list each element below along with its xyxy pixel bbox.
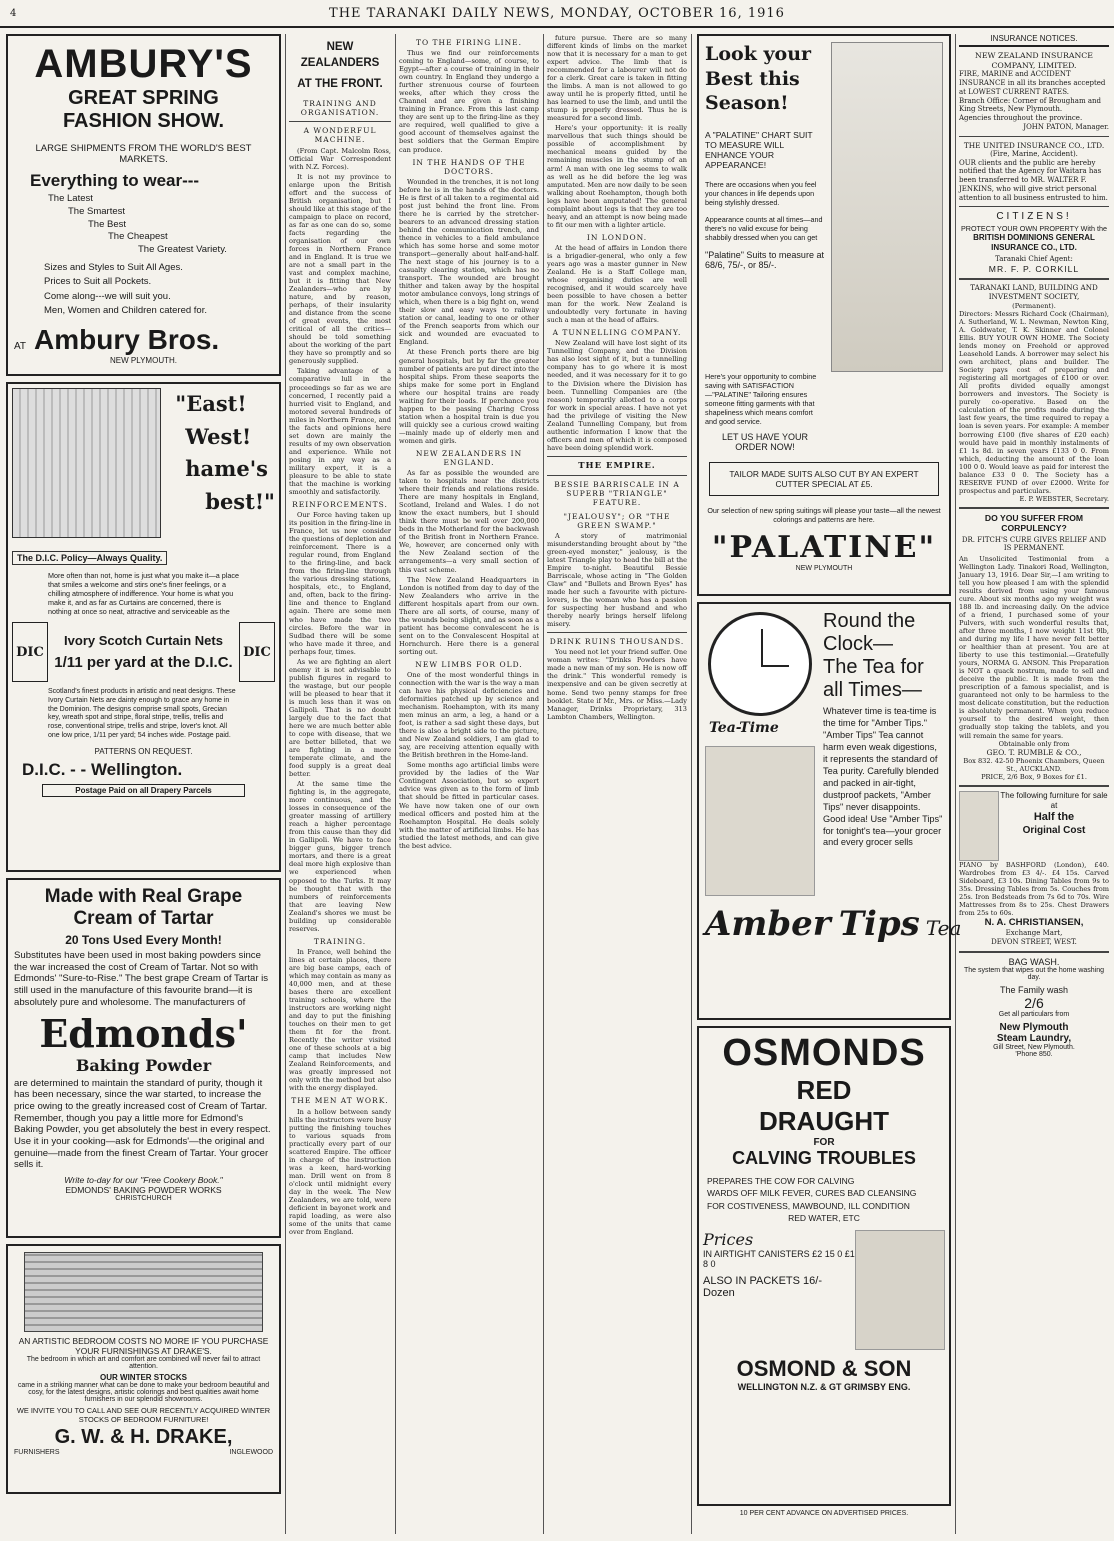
- article-paragraph: A story of matrimonial misunderstanding brought about by "the green-eyed monster," jealousy, is the latest Triangle play to head the bill at the Empire to-night. Beautiful Bessie Barriscale, whose acting in "The Golden Claw" and "Bullets and Brown Eyes" has made her such a favourite with picture-lovers, is the woman who has a passion for suspecting her husband and who thereby nearly brings herself lifelong misery.: [547, 531, 687, 629]
- dic-price: 1/11 per yard at the D.I.C.: [54, 654, 233, 671]
- christiansen-head: [999, 791, 1109, 861]
- article-subhead: TO THE FIRING LINE.: [415, 38, 522, 47]
- article-paragraph: As far as possible the wounded are taken to hospitals near the districts where their friends and relations reside. There are many hospitals in England, Scotland, Ireland and Wales. I do not know the exact numbers, but I should think there must be well over 200,000 beds in the Motherland for the backwash of the British front in Northern France. We, however, are concerned only with the New Zealand section of the arrangements—a very small section of this vast scheme.: [399, 469, 539, 574]
- laundry-name1: New Plymouth: [999, 1021, 1069, 1033]
- palatine-order: LET US HAVE YOUR ORDER NOW!: [721, 432, 809, 452]
- palatine-look-line: Best this: [705, 67, 800, 90]
- dic-product-row: [12, 622, 275, 682]
- nz-insurance: [959, 51, 1109, 132]
- dic-body: More often than not, home is just what you make it—a place that smiles a welcome and stirs one's finer feelings, or a chilling atmosphere of indifference. Your home is what you make it, and as far as Curtains are concerned, there is nothing at once so neat, attractive and serviceable as the: [48, 571, 239, 616]
- citizens-agent-label: Taranaki Chief Agent:: [995, 254, 1073, 263]
- dic-patterns: PATTERNS ON REQUEST.: [94, 746, 193, 756]
- christiansen-top: [959, 791, 1109, 861]
- column-rule: [955, 34, 956, 1534]
- clock-icon: [708, 612, 812, 716]
- citizens-company: BRITISH DOMINIONS GENERAL INSURANCE CO., LTD.: [973, 232, 1095, 252]
- dic-ad: [6, 382, 281, 872]
- article-paragraph: Our Force having taken up its position in the firing-line in France, let us now consider the questions of depletion and reinforcement. There is a regular round, from England to the firing-line, and back from the firing-line through the various dressing stations, hospitals, etc., to England, and, often, back to the firing-line and thence to England again. There are some men who have made the two circles. Before the war in Sudbad there will be some who have made it three, and perhaps four, times.: [289, 511, 391, 656]
- drake-footer: [14, 1449, 273, 1456]
- dic-policy: The D.I.C. Policy—Always Quality.: [12, 551, 167, 565]
- curtain-window-image: [12, 388, 161, 538]
- osmond-name: OSMONDS: [722, 1032, 926, 1074]
- article-column-2: [399, 34, 539, 1534]
- tea-left: [705, 610, 815, 896]
- ambury-list: [14, 193, 273, 257]
- article-paragraph: Wounded in the trenches, it is not long before he is in the hands of the doctors. He is first of all taken to a regimental aid post just behind the front line. From there he is carried by the stretcher-bearers to an advanced dressing station behind the communication trench, and thence in vehicles to a field ambulance which has some horse and some motor transport—generally about half-and-half. The next stage of his journey is to a casualty clearing station, which has no transport. The wounded are brought thither and taken away by the hospital motor ambulance convoys, long strings of which, when there is a big fight on, wend their slow and easy ways to railway station or canal, leading to one or other of the French seaports from which our sick and wounded are evacuated to England.: [399, 177, 539, 347]
- tea-right: [815, 610, 943, 896]
- tea-brand-tips: Tips: [838, 904, 920, 944]
- article-subhead: IN LONDON.: [586, 232, 648, 242]
- palatine-look-line: Look your: [705, 43, 812, 65]
- laundry-ad: [959, 957, 1109, 1058]
- dic-header: [12, 388, 275, 546]
- palatine-name: "PALATINE": [711, 530, 937, 565]
- article-paragraph: It is not my province to enlarge upon the British effort and the success of British organisation, but I should like at this stage of the campaign to place on record, as far as one can do so, some facts regarding the organisation of our own forces in Northern France and in England. It is true we are not a small part in the vast and complex machine, but it is fitting that New Zealanders—who are by nature, and by reason, perhaps, of their insularity and distance from the scene of great events, the most critical of all the critics—should be told something about the working of the part they have so promptly and so generously supplied.: [289, 172, 391, 366]
- edmonds-write: Write to-day for our "Free Cookery Book.": [64, 1175, 223, 1186]
- tea-headline-line: all Times—: [823, 679, 922, 701]
- laundry-phone: 'Phone 850.: [1015, 1050, 1053, 1058]
- article-paragraph: Thus we find our reinforcements coming to England—some, of course, to Egypt—after a course of training in their own country. In England they undergo a further strenuous course of fourteen weeks, after which they cross the Channel and are given a finishing training in France. From this last camp they are sent up to the firing-line as they are required, well qualified to give a good account of themselves against the best soldiers that the German Empire can produce.: [399, 49, 539, 154]
- ad-column-middle: [697, 34, 962, 1534]
- tea-headline-line: Round the: [823, 610, 916, 632]
- osmond-lines: [707, 1175, 941, 1224]
- osmond-footer: 10 PER CENT ADVANCE ON ADVERTISED PRICES.: [739, 1510, 909, 1517]
- drake-town: INGLEWOOD: [229, 1449, 273, 1456]
- masthead: [0, 0, 1114, 28]
- ambury-name: AMBURY'S: [34, 42, 253, 86]
- united-insurance: [959, 141, 1109, 203]
- citizens-head: CITIZENS!: [996, 211, 1072, 223]
- ambury-everything: Everything to wear---: [30, 171, 200, 190]
- edmonds-head1: Made with Real Grape: [44, 886, 243, 907]
- osmond-draught: DRAUGHT: [759, 1106, 889, 1136]
- tea-headline: [823, 610, 943, 702]
- newspaper-title: THE TARANAKI DAILY NEWS, MONDAY, OCTOBER 16, 1916: [329, 5, 785, 21]
- edmonds-name: Edmonds': [39, 1010, 248, 1056]
- christiansen-head2: Half the: [1033, 810, 1075, 823]
- article-subhead: A TUNNELLING COMPANY.: [552, 328, 682, 338]
- christiansen-mart: Exchange Mart,: [1005, 929, 1063, 938]
- article-paragraph: At the head of affairs in London there is a brigadier-general, who only a few years ago was a master gunner in New Zealand. He is a Staff College man, whose organising duties are well recognised, and it would scarcely have been possible to have chosen a better man for the work. New Zealand is undoubtedly very fortunate in having such a man at the head of affairs.: [547, 243, 687, 325]
- drake-furnishers: FURNISHERS: [14, 1449, 60, 1456]
- land-sub: (Permanent).: [1012, 302, 1056, 311]
- packet-image: [855, 1230, 945, 1350]
- dic-slogan-line: "East!: [175, 391, 247, 416]
- article-subhead: NEW ZEALANDERS IN ENGLAND.: [415, 448, 523, 467]
- laundry-address: Gill Street, New Plymouth.: [993, 1043, 1075, 1051]
- palatine-paragraph: Appearance counts at all times—and there's no valid excuse for being shabbily dressed when you can get: [705, 215, 823, 243]
- palatine-price: "Palatine" Suits to measure at 68/6, 75/-, or 85/-.: [705, 250, 824, 271]
- palatine-paragraph: Here's your opportunity to combine saving with SATISFACTION—"PALATINE" Tailoring ensures someone fitting garments with that shapeliness which means comfort and good service.: [705, 372, 817, 426]
- osmond-line: FOR COSTIVENESS, MAWBOUND, ILL CONDITION: [707, 1200, 910, 1211]
- osmond-line: PREPARES THE COW FOR CALVING: [707, 1176, 855, 1186]
- edmonds-city: CHRISTCHURCH: [115, 1195, 172, 1203]
- fitch-address: Box 832. 42-50 Phoenix Chambers, Queen St., AUCKLAND.: [963, 756, 1105, 773]
- fitch-heading: DR. FITCH'S CURE GIVES RELIEF AND IS PERMANENT.: [961, 535, 1107, 553]
- tea-brand-amber: Amber: [705, 904, 831, 944]
- ambury-town: NEW PLYMOUTH.: [110, 356, 177, 366]
- tea-brand-tea: Tea: [925, 916, 962, 940]
- christiansen-items: PIANO by BASHFORD (London), £40. Wardrobes from £3 4/-. £4 15s. Carved Sideboard, £3 10s. Dining Tables from 9s to 35s. Dressing Tables from 5s. Couches from 25s. Iron Bedsteads from 7s 6d to 70s. Wire Mattresses from 8s to 25s. Chest Drawers from 25s to 60s.: [959, 860, 1109, 918]
- osmond-line: WARDS OFF MILK FEVER, CURES BAD CLEANSING: [707, 1188, 917, 1199]
- ambury-list-item: The Cheapest: [108, 231, 168, 243]
- column-rule: [691, 34, 692, 1534]
- article-title-2: AT THE FRONT.: [297, 78, 383, 91]
- tea-headline-line: The Tea for: [823, 656, 924, 678]
- palatine-text: [705, 42, 825, 372]
- article-subhead-1: TRAINING AND ORGANISATION.: [300, 99, 380, 118]
- land-heading: TARANAKI LAND, BUILDING AND INVESTMENT SOCIETY,: [970, 283, 1098, 302]
- ambury-ad: [6, 34, 281, 376]
- land-society: [959, 284, 1109, 502]
- edmonds-tons: 20 Tons Used Every Month!: [65, 933, 222, 947]
- laundry-head: BAG WASH.: [1008, 956, 1060, 967]
- article-subhead: TRAINING.: [313, 936, 367, 946]
- ambury-list-item: The Smartest: [68, 205, 126, 217]
- edmonds-ad: [6, 878, 281, 1238]
- land-body: Directors: Messrs Richard Cock (Chairman), A. Sutherland, W. L. Newman, Newton King, A. Goldwater, T. K. Skinner and Colonel Ellis. BUY YOUR OWN HOME. The Society lends money on Freehold or approved Leasehold Lands. A borrower may select his own architect, plans and builder. The Society pays cost of preparing and registering all mortgages of £100 or over. All profits divided equally amongst borrowers and investors. The Society is purely co-operative. Based on the calculation of the profits made during the last few years, the time required to repay a loan is seven years. For example: A member borrowing £100 (five shares of £20 each) would have paid in monthly instalments of £1 1s 8d. in seven years £133 0 0. From which, deducting the amount of the loan 100 0 0. Would leave as paid for interest the balance £33 0 0. The Society has a RESERVE FUND of over £2000. Write for prospectus and particulars.: [959, 310, 1109, 495]
- edmonds-works: EDMONDS' BAKING POWDER WORKS: [65, 1185, 222, 1196]
- ambury-sign: [14, 324, 273, 356]
- nz-insurance-branch: Branch Office: Corner of Brougham and King Streets, New Plymouth.: [959, 96, 1101, 114]
- osmond-prices-label: Prices: [703, 1230, 754, 1250]
- ambury-shipments: LARGE SHIPMENTS FROM THE WORLD'S BEST MARKETS.: [35, 143, 252, 165]
- dic-product-name: Ivory Scotch Curtain Nets: [64, 633, 223, 648]
- palatine-top: [705, 42, 943, 372]
- ambury-list-item: The Latest: [48, 193, 93, 204]
- article-paragraph: In France, well behind the lines at certain places, there are big base camps, each of which may contain as many as 40,000 men, and at these bases there are excellent training schools, where the instructors are working night and day to put the finishing touches on their men to get them fit for the front. Recently the writer visited one of these schools at a big camp that includes New Zealand Reinforcements, and was greatly impressed not only with the method but also with the energy displayed.: [289, 947, 391, 1093]
- drake-winter: OUR WINTER STOCKS: [100, 1373, 187, 1382]
- dic-product: [48, 633, 239, 671]
- dic-slogan-line: best!": [205, 488, 275, 514]
- mattress-image: [24, 1252, 263, 1332]
- drink-heading: DRINK RUINS THOUSANDS.: [549, 637, 685, 647]
- united-insurance-name: THE UNITED INSURANCE CO., LTD.: [963, 140, 1105, 150]
- laundry-price: 2/6: [1024, 994, 1044, 1011]
- fitch-agent: GEO. T. RUMBLE & CO.,: [986, 747, 1082, 757]
- land-secretary: E. P. WEBSTER, Secretary.: [1019, 494, 1109, 503]
- dic-badge-left: DIC: [12, 622, 48, 682]
- drake-invite: WE INVITE YOU TO CALL AND SEE OUR RECENTLY ACQUIRED WINTER STOCKS OF BEDROOM FURNITURE!: [16, 1406, 271, 1424]
- laundry-family: The Family wash: [999, 984, 1069, 995]
- citizens-agent-name: MR. F. P. CORKILL: [988, 263, 1080, 274]
- notices-column: [959, 34, 1109, 1534]
- column-rule: [543, 34, 544, 1534]
- osmond-calving: CALVING TROUBLES: [732, 1148, 916, 1168]
- fitch-price: PRICE, 2/6 Box, 9 Boxes for £1.: [981, 772, 1087, 781]
- nz-insurance-agents: Agencies throughout the province.: [959, 114, 1083, 123]
- edmonds-body2: are determined to maintain the standard of purity, though it has been necessary, since the war started, to increase the price owing to the greatly increased cost of Cream of Tartar. Remember, though you pay a little more for Edmond's Baking Powder, you get absolutely the best in every respect. Use it in your cooking—ask for Edmonds'—the original and genuine—made from the finest Cream of Tartar. Your grocer sells it.: [14, 1077, 271, 1171]
- palatine-ad: [697, 34, 951, 596]
- dic-slogan-line: West!: [185, 423, 252, 449]
- palatine-look: [705, 42, 825, 116]
- dic-postage: Postage Paid on all Drapery Parcels: [42, 784, 245, 797]
- palatine-tailor: TAILOR MADE SUITS ALSO CUT BY AN EXPERT CUTTER SPECIAL AT £5.: [709, 462, 939, 496]
- column-rule: [285, 34, 286, 1534]
- article-subhead: REINFORCEMENTS.: [292, 499, 388, 509]
- tea-brand: [705, 904, 962, 944]
- article-paragraph: New Zealand will have lost sight of its Tunnelling Company, and the Division has also lost sight of it, but a tunnelling company has to go where it is most needed, and it was necessary for it to go to the Division where the Division has been. Tunnelling Companies are (the reason) temporarily allotted to a corps for work in special areas. I have not yet had the privilege of visiting the New Zealand Tunnelling Company, but from authentic information I know that the officers and men of which it is composed have been doing splendid work.: [547, 339, 687, 452]
- united-insurance-sub: (Fire, Marine, Accident).: [990, 149, 1078, 158]
- ambury-list-item: The Best: [88, 218, 127, 230]
- article-subhead: NEW LIMBS FOR OLD.: [415, 659, 523, 669]
- osmond-ad: [697, 1026, 951, 1506]
- drake-sub: The bedroom in which art and comfort are combined will never fail to attract attention.: [26, 1356, 261, 1370]
- article-paragraph: future pursue. There are so many different kinds of limbs on the market now that it is necessary for a man to get expert advice. The limb that is recommended for a labourer will not do for a clerk. Great care is taken in fitting the limbs. A man is not allowed to go away until he is properly fitted, until he has learned to use the limb, and until the stump is properly dressed. Thus he is measured for a second limb.: [547, 34, 687, 123]
- palatine-selection: Our selection of new spring suitings will please your taste—all the newest colorings and patterns are here.: [707, 506, 941, 524]
- dic-slogan: [161, 388, 275, 546]
- article-subhead-2: A WONDERFUL MACHINE.: [303, 126, 377, 145]
- osmond-for: FOR: [813, 1137, 835, 1148]
- dic-description: Scotland's finest products in artistic and neat designs. These Ivory Curtain Nets are dainty enough to grace any home in the Dominion. The designs comprise small spots, Grecian key, wreath spot and stripe, floral stripe, trellis, trellis and rose, conventional stripe, trellis and stripe, lover's knot. All one low price, 1/11 per yard; 54 inches wide. Postage paid.: [48, 688, 236, 739]
- article-column-3: [547, 34, 687, 1534]
- man-reading-image: [705, 746, 815, 896]
- article-byline: (From Capt. Malcolm Ross, Official War Correspondent with N.Z. Forces).: [289, 146, 391, 171]
- nz-insurance-manager: JOHN PATON, Manager.: [1023, 122, 1109, 131]
- palatine-paragraph: There are occasions when you feel your chances in life depends upon being stylishly dressed.: [705, 180, 817, 208]
- citizens-ad: [959, 211, 1109, 274]
- empire-subhead: "JEALOUSY"; OR "THE GREEN SWAMP.": [563, 511, 671, 530]
- article-subhead: THE MEN AT WORK.: [291, 1096, 389, 1106]
- amber-tips-ad: [697, 602, 962, 1020]
- column-rule: [395, 34, 396, 1534]
- edmonds-head2: Cream of Tartar: [73, 908, 214, 929]
- dic-sign: D.I.C. - - Wellington.: [22, 759, 183, 779]
- osmond-red: RED: [796, 1075, 852, 1105]
- article-paragraph: At the same time the fighting is, in the aggregate, more continuous, and the losses in consequence of the greater massing of artillery reach a higher percentage from this cause than they did in Gallipoli. We have to face bigger guns, bigger trench mortars, and there is a great deal more high explosive than we experienced when opposed to the Turks. It may be thought that with the numbers of reinforcements that are leaving New Zealand's shores we must be building up considerable reserves.: [289, 780, 391, 933]
- ambury-head1: GREAT SPRING: [68, 87, 219, 109]
- ambury-prices: Prices to Suit all Pockets.: [44, 276, 152, 288]
- article-paragraph: One of the most wonderful things in connection with the war is the way a man can have his physical deficiencies and deformities patched up by science and mechanism. Roehampton, with its many men minus an arm, a leg, a hand or a foot, is rather a sad sight these days, but there is also a bright side to the picture, and New Zealand soldiers, I am glad to say, are receiving attention equally with the British brethren in the Home-land.: [399, 671, 539, 760]
- ambury-details: [44, 261, 273, 318]
- fitch-question: DO YOU SUFFER FROM CORPULENCY?: [984, 512, 1084, 534]
- furniture-image: [959, 791, 999, 861]
- article-column-1: [289, 34, 391, 1534]
- article-paragraph: In a hollow between sandy hills the instructors were busy putting the finishing touches to various squads from practically every part of our scattered Empire. The officer in charge of the instruction was a keen, hard-working man. Drill went on from 8 o'clock until midnight every day in the week. The New Zealanders, we are told, were deficient in bayonet work and rapid loading, as were also some of the units that came over from England.: [289, 1107, 391, 1237]
- ambury-come: Come along---we will suit you.: [44, 290, 171, 302]
- ambury-at: AT: [14, 341, 27, 353]
- nz-insurance-name: NEW ZEALAND INSURANCE COMPANY, LIMITED.: [975, 51, 1093, 70]
- ad-column-left: [6, 34, 281, 1534]
- osmond-prices: [703, 1230, 855, 1350]
- osmond-address: WELLINGTON N.Z. & GT GRIMSBY ENG.: [737, 1382, 911, 1393]
- edmonds-body1: Substitutes have been used in most baking powders since the war increased the cost of Cream of Tartar. Not so with Edmonds' "Sure-to-Rise." The best grape Cream of Tartar is still used in the manufacture of this favourite brand—it is absolutely pure and wholesome. The manufacturers of: [14, 950, 269, 1008]
- article-paragraph: Some months ago artificial limbs were provided by the ladies of the War Contingent Association, but so expert advice was given as to the form of limb that should be fitted in particular cases. We have now taken one of our own medical officers and posted him at the Roehampton Hospital. He deals solely with the matter of artificial limbs. He has studied the latest methods, and can give the best advice.: [399, 761, 539, 850]
- fitch-ad: [959, 513, 1109, 781]
- tea-body: Whatever time is tea-time is the time for "Amber Tips." "Amber Tips" Tea cannot harm even weak digestions, it represents the standard of Tea purity. Carefully blended and packed in air-tight, dustproof packets, "Amber Tips" never disappoints. Good idea! Use "Amber Tips" for tonight's tea—your grocer and every grocer sells: [823, 706, 943, 848]
- ambury-head2: FASHION SHOW.: [62, 110, 225, 132]
- tea-script: Tea-Time: [709, 720, 779, 736]
- article-paragraph: As we are fighting an alert enemy it is not advisable to publish figures in regard to the wastage, but our people will be pleased to hear that it is much less than it was on Gallipoli. That is no doubt largely due to the fact that here we are much better able to cope with disease, that we are better billeted, that we are fighting in a more temperate climate, and the food supply is a great deal better.: [289, 657, 391, 779]
- ambury-men: Men, Women and Children catered for.: [44, 304, 207, 316]
- osmond-prices-row: [703, 1230, 945, 1350]
- osmond-packet: ALSO IN PACKETS 16/- Dozen: [703, 1275, 823, 1300]
- united-insurance-body: OUR clients and the public are hereby notified that the Agency for Waitara has been transferred to MR. WALTER F. JENKINS, who will give strict personal attention to all business entrusted to him.: [959, 158, 1108, 202]
- ambury-list-item: The Greatest Variety.: [138, 244, 227, 256]
- palatine-look-line: Season!: [705, 92, 789, 115]
- drake-body: came in a striking manner what can be done to make your bedroom beautiful and cosy, for the latest designs, artistic colorings and best qualities await home furnishers in our splendid showrooms.: [17, 1382, 270, 1403]
- empire-subhead: BESSIE BARRISCALE IN A SUPERB "TRIANGLE" FEATURE.: [554, 480, 680, 508]
- empire-heading: THE EMPIRE.: [578, 460, 656, 471]
- palatine-chart: A "PALATINE" CHART SUIT TO MEASURE WILL ENHANCE YOUR APPEARANCE!: [705, 130, 813, 171]
- fitch-obtainable: Obtainable only from: [998, 739, 1070, 748]
- gentleman-illustration: [831, 42, 943, 372]
- drake-ad: [6, 1244, 281, 1494]
- laundry-name2: Steam Laundry,: [996, 1032, 1072, 1044]
- palatine-town: NEW PLYMOUTH: [795, 565, 853, 572]
- christiansen-street: DEVON STREET, WEST.: [991, 937, 1077, 946]
- ambury-bros: Ambury Bros.: [34, 324, 220, 356]
- dic-badge-right: DIC: [239, 622, 275, 682]
- article-paragraph: Taking advantage of a comparative lull in the proceedings so far as we are concerned, I recently paid a hurried visit to England, and motored several hundreds of miles in Northern France, and the facts and opinions here set down are mainly the results of my own observation and experience. While not posing in any way as a military expert, it is a pleasure to be able to state that the machine is working smoothly and satisfactorily.: [289, 367, 391, 496]
- article-paragraph: Here's your opportunity: it is really marvellous that such things should be possible of accomplishment by mechanical means guided by the remaining muscles in the stump of an arm! A man with one leg seems to walk as well as he did before the leg was amputated. Men are now daily to be seen walking about Roehampton, though both legs have been amputated! The general complaint about legs is that they are too heavy, and an attempt is now being made to fit our men with a lighter article.: [547, 124, 687, 229]
- page-number: 4: [10, 7, 18, 19]
- drake-head: AN ARTISTIC BEDROOM COSTS NO MORE IF YOU PURCHASE YOUR FURNISHINGS AT DRAKE'S.: [18, 1336, 269, 1356]
- christiansen-head3: Original Cost: [1022, 824, 1086, 836]
- laundry-body: The system that wipes out the home washing day.: [963, 966, 1105, 981]
- nz-insurance-body: FIRE, MARINE and ACCIDENT INSURANCE in all its branches accepted at LOWEST CURRENT RATES.: [959, 70, 1106, 96]
- osmond-airtight: IN AIRTIGHT CANISTERS £2 15 0 £1 8 0: [703, 1249, 855, 1270]
- citizens-body: PROTECT YOUR OWN PROPERTY With the: [960, 223, 1108, 233]
- drake-name: G. W. & H. DRAKE,: [54, 1426, 233, 1448]
- dic-slogan-line: hame's: [185, 456, 268, 482]
- christiansen-name: N. A. CHRISTIANSEN,: [984, 917, 1084, 929]
- article-paragraph: At these French ports there are big general hospitals, but by far the greater number of patients are put direct into the hospital ships. From these seaports the ships make for some port in England where our hospital trains are ready waiting for their loads. If perchance you happen to be passing Charing Cross station when a hospital train is due you will quickly see a curious crowd waiting—mainly made up of elderly men and women and girls.: [399, 348, 539, 445]
- article-paragraph: You need not let your friend suffer. One woman writes: "Drinks Powders have made a new man of my son. He is now off the drink." This wonderful remedy is inexpensive and can be given secretly at home. Send two penny stamps for free booklet. State if Mr., Mrs. or Miss.—Lady Manager, Drinks Proprietary, 313 Lambton Chambers, Wellington.: [547, 648, 687, 721]
- article-paragraph: The New Zealand Headquarters in London is notified from day to day of the New Zealanders who arrive in the different hospitals apart from our own. There are all sorts, of course, many of the wounds being slight, and as soon as a patient has become convalescent he is sent on to the Convalescent Hospital at Hornchurch. Here there is a general sorting out.: [399, 575, 539, 656]
- article-subhead: IN THE HANDS OF THE DOCTORS.: [412, 157, 526, 176]
- osmond-line: RED WATER, ETC: [788, 1212, 860, 1223]
- article-title-1: NEW ZEALANDERS: [300, 41, 380, 69]
- edmonds-baking-powder: Baking Powder: [75, 1055, 212, 1075]
- fitch-body: An Unsolicited Testimonial from a Wellington Lady. Tinakori Road, Wellington, January 13, 1916. Dear Sir,—I am writing to tell you how pleased I am with the splendid results derived from using your famous cure. About six months ago my weight was 188 lb. and increasing daily. On the advice of a friend, I purchased some of your Pulvers, with such wonderful results that, after three months, I now weight 11st 9lb, and during my life I have never felt better or healthier than at present. You are at liberty to use this testimonial.—Gratefully yours, NORMA G. ANSON. This Preparation is NOT a quack nostrum, made to sell and deceive the public. It is made from the prescription of a famous specialist, and is guaranteed not only to be harmless to the most delicate constitution, but the reduction is absolutely permanent. When you reduce yourself to the desired weight, then gradually stop taking the tablets, and you will remain the same for years.: [959, 554, 1109, 740]
- ambury-sizes: Sizes and Styles to Suit All Ages.: [44, 262, 183, 274]
- osmond-maker: OSMOND & SON: [736, 1356, 912, 1382]
- laundry-get: Get all particulars from: [998, 1010, 1070, 1018]
- tea-top: [705, 610, 943, 896]
- insurance-heading: INSURANCE NOTICES.: [959, 34, 1109, 47]
- christiansen-ad: [959, 791, 1109, 947]
- christiansen-head1: The following furniture for sale at: [1000, 790, 1108, 810]
- tea-headline-line: Clock—: [823, 633, 894, 655]
